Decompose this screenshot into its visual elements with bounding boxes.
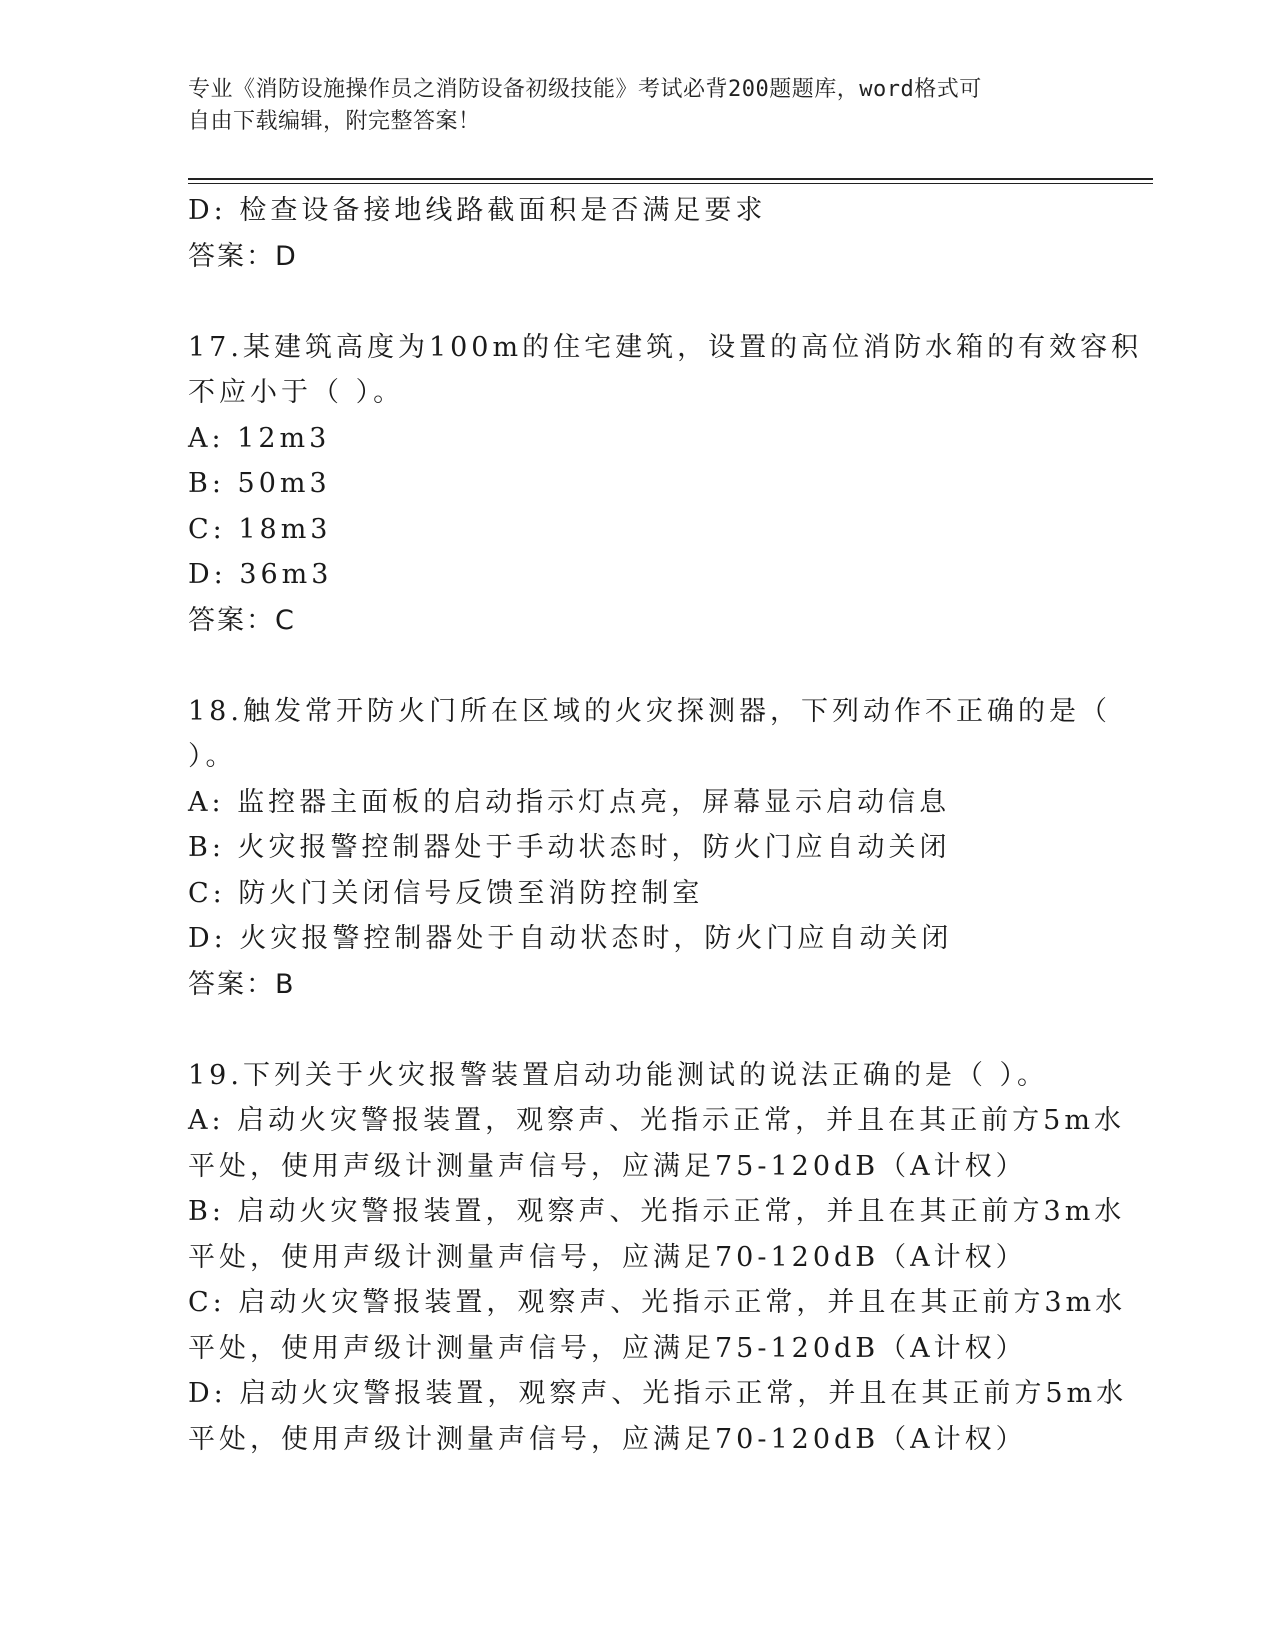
question-16-tail (188, 188, 1068, 279)
question-18 (188, 689, 1111, 1008)
option-a-continued: 平处，使用声级计测量声信号，应满足75-120dB（A计权） (188, 1150, 1027, 1182)
answer-line: 答案：B (188, 968, 296, 1000)
answer-line: 答案：D (188, 240, 298, 272)
option-b: B: 50m3 (188, 468, 331, 499)
question-stem: 18.触发常开防火门所在区域的火灾探测器，下列动作不正确的是（ (188, 695, 1111, 727)
page-header (188, 74, 1068, 138)
header-divider-thin (188, 183, 1153, 184)
spacer (188, 279, 1068, 325)
option-d: D: 检查设备接地线路截面积是否满足要求 (188, 195, 767, 226)
option-d: D: 36m3 (188, 559, 333, 590)
spacer (188, 1007, 1068, 1053)
question-stem: 17.某建筑高度为100m的住宅建筑，设置的高位消防水箱的有效容积 (188, 331, 1143, 363)
spacer (188, 643, 1068, 689)
question-17 (188, 325, 1143, 644)
option-c: C: 防火门关闭信号反馈至消防控制室 (188, 877, 704, 909)
option-a: A: 监控器主面板的启动指示灯点亮，屏幕显示启动信息 (188, 786, 951, 818)
question-content (188, 188, 1143, 1462)
option-b-continued: 平处，使用声级计测量声信号，应满足70-120dB（A计权） (188, 1241, 1027, 1273)
option-c: C: 18m3 (188, 513, 332, 545)
option-d: D: 火灾报警控制器处于自动状态时，防火门应自动关闭 (188, 923, 953, 954)
option-b: B: 启动火灾警报装置，观察声、光指示正常，并且在其正前方3m水 (188, 1196, 1126, 1227)
option-a: A: 启动火灾警报装置，观察声、光指示正常，并且在其正前方5m水 (188, 1105, 1125, 1136)
option-c: C: 启动火灾警报装置，观察声、光指示正常，并且在其正前方3m水 (188, 1287, 1127, 1318)
option-d-continued: 平处，使用声级计测量声信号，应满足70-120dB（A计权） (188, 1423, 1027, 1455)
option-b: B: 火灾报警控制器处于手动状态时，防火门应自动关闭 (188, 832, 951, 863)
question-stem-continued: ）。 (188, 741, 237, 772)
header-title-line-1: 专业《消防设施操作员之消防设备初级技能》考试必背200题题库，word格式可 (188, 77, 982, 102)
question-stem-continued: 不应小于（ ）。 (188, 377, 405, 408)
header-divider-thick (188, 178, 1153, 180)
option-c-continued: 平处，使用声级计测量声信号，应满足75-120dB（A计权） (188, 1332, 1027, 1364)
option-d: D: 启动火灾警报装置，观察声、光指示正常，并且在其正前方5m水 (188, 1378, 1128, 1409)
option-a: A: 12m3 (188, 422, 331, 454)
question-stem: 19.下列关于火灾报警装置启动功能测试的说法正确的是（ ）。 (188, 1059, 1049, 1091)
answer-line: 答案：C (188, 604, 296, 636)
header-title-line-2: 自由下载编辑，附完整答案！ (188, 109, 481, 134)
question-19 (188, 1053, 1128, 1463)
